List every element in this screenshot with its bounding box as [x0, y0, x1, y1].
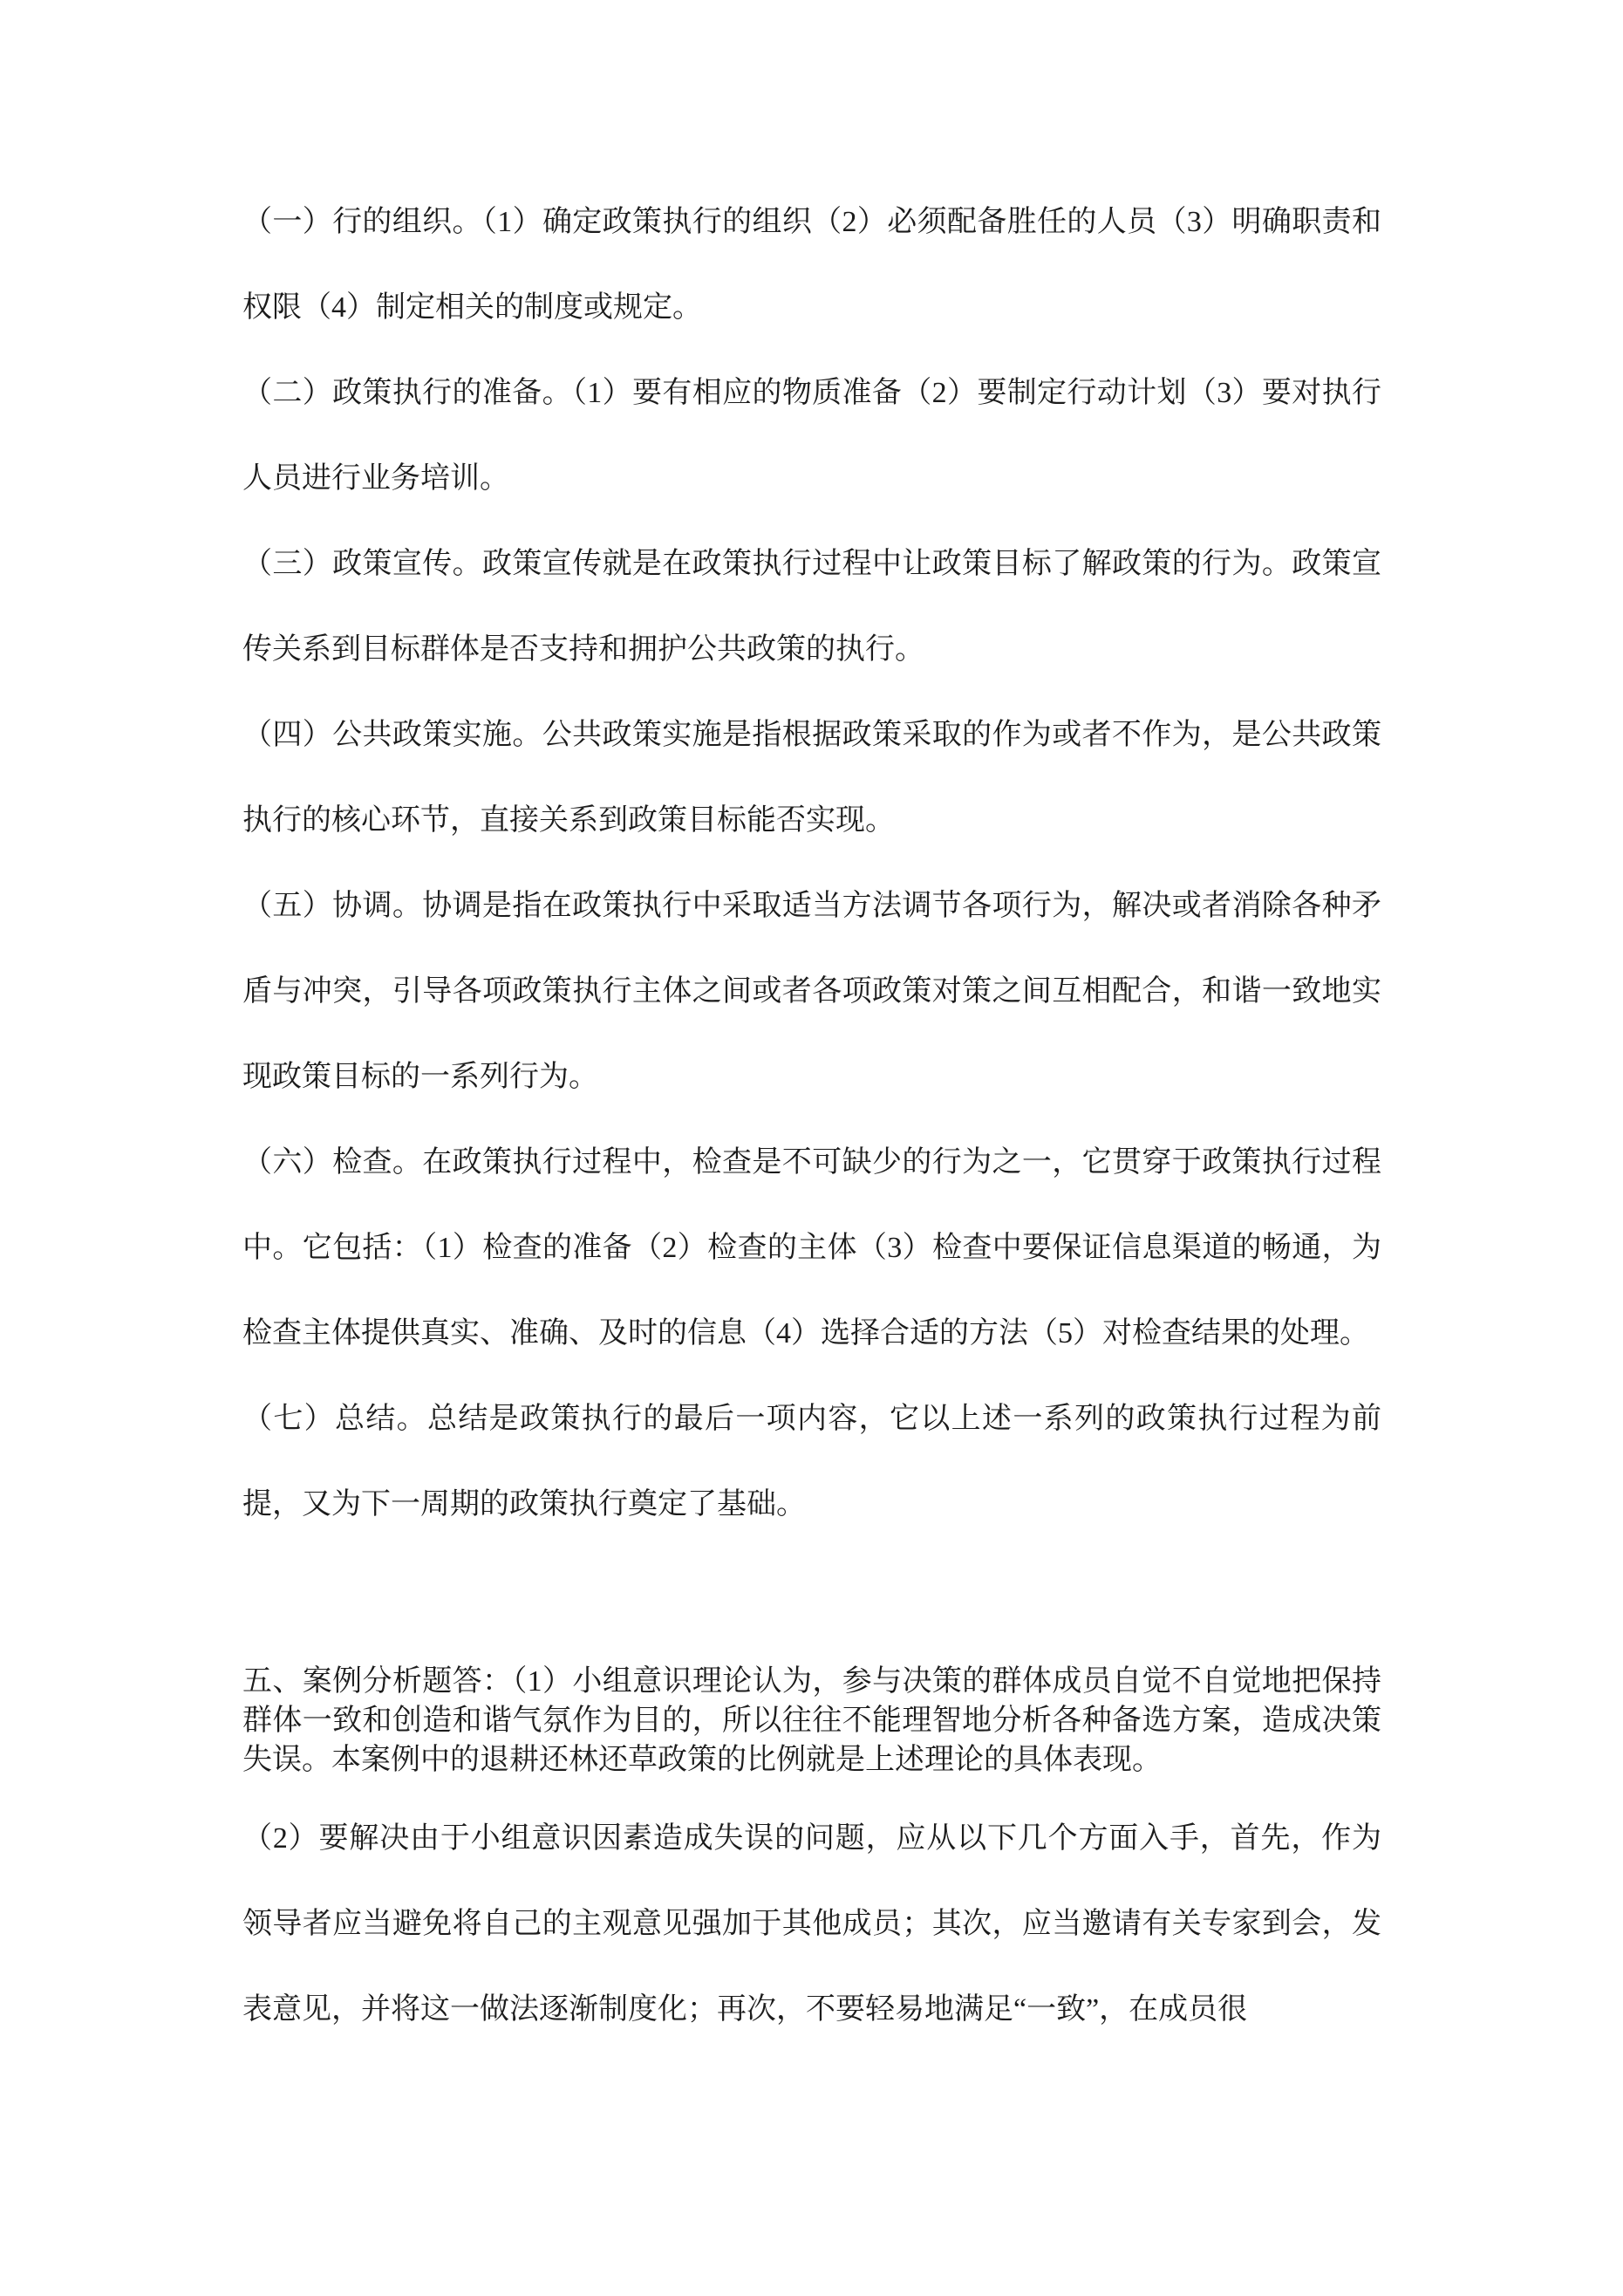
paragraph-item-7: （七）总结。总结是政策执行的最后一项内容，它以上述一系列的政策执行过程为前提，又为下一周期的政策执行奠定了基础。	[242, 1403, 1381, 1520]
paragraph-item-4: （四）公共政策实施。公共政策实施是指根据政策采取的作为或者不作为，是公共政策执行的核心环节，直接关系到政策目标能否实现。	[242, 719, 1381, 837]
paragraph-case-analysis-2: （2）要解决由于小组意识因素造成失误的问题，应从以下几个方面入手，首先，作为领导者应当避免将自己的主观意见强加于其他成员；其次，应当邀请有关专家到会，发表意见，并将这一做法逐渐制度化；再次，不要轻易地满足“一致”，在成员很	[242, 1822, 1381, 2026]
paragraph-item-5: （五）协调。协调是指在政策执行中采取适当方法调节各项行为，解决或者消除各种矛盾与冲突，引导各项政策执行主体之间或者各项政策对策之间互相配合，和谐一致地实现政策目标的一系列行为。	[242, 890, 1381, 1093]
paragraph-item-1: （一）行的组织。（1）确定政策执行的组织（2）必须配备胜任的人员（3）明确职责和权限（4）制定相关的制度或规定。	[242, 206, 1381, 324]
paragraph-case-analysis: 五、案例分析题答：（1）小组意识理论认为，参与决策的群体成员自觉不自觉地把保持群体一致和创造和谐气氛作为目的，所以往往不能理智地分析各种备选方案，造成决策失误。本案例中的退耕还林还草政策的比例就是上述理论的具体表现。	[242, 1665, 1381, 1776]
paragraph-item-6: （六）检查。在政策执行过程中，检查是不可缺少的行为之一，它贯穿于政策执行过程中。它包括：（1）检查的准备（2）检查的主体（3）检查中要保证信息渠道的畅通，为检查主体提供真实、准确、及时的信息（4）选择合适的方法（5）对检查结果的处理。	[242, 1146, 1381, 1350]
paragraph-item-3: （三）政策宣传。政策宣传就是在政策执行过程中让政策目标了解政策的行为。政策宣传关系到目标群体是否支持和拥护公共政策的执行。	[242, 548, 1381, 666]
document-body	[242, 180, 1381, 2053]
paragraph-item-2: （二）政策执行的准备。（1）要有相应的物质准备（2）要制定行动计划（3）要对执行人员进行业务培训。	[242, 377, 1381, 495]
